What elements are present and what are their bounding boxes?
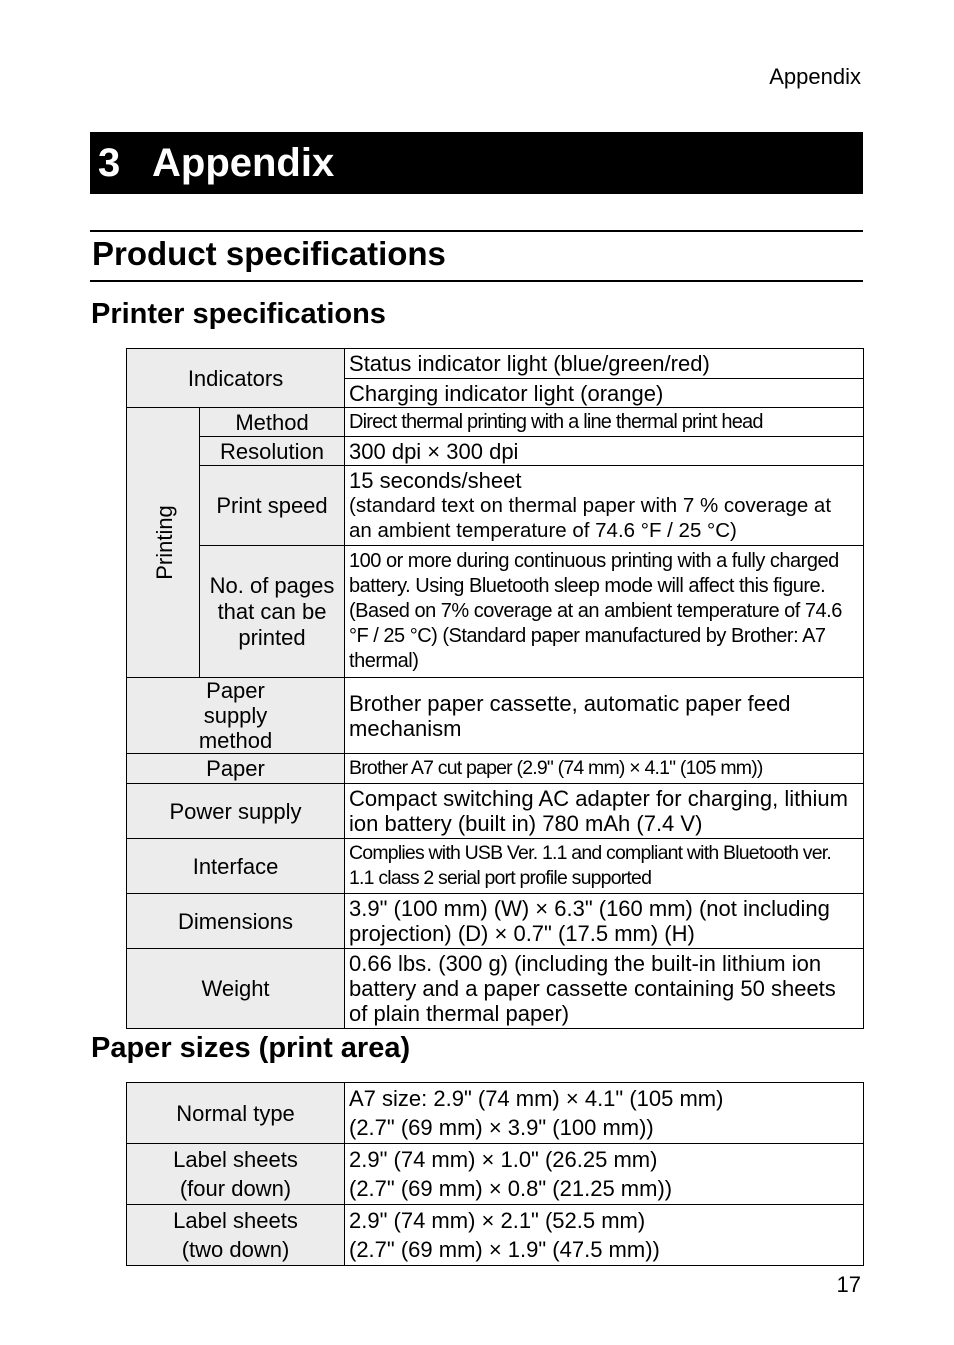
printer-specs-title: Printer specifications [91, 298, 386, 330]
weight-label: Weight [127, 949, 345, 1029]
table-row [127, 1083, 864, 1144]
paper-size-value-line2: (2.7" (69 mm) × 0.8" (21.25 mm)) [349, 1176, 673, 1201]
paper-size-value-line1: 2.9" (74 mm) × 1.0" (26.25 mm) [349, 1147, 658, 1172]
table-row [127, 546, 864, 678]
interface-value: Complies with USB Ver. 1.1 and compliant with Bluetooth ver. 1.1 class 2 serial port profile supported [345, 839, 864, 894]
paper-supply-value: Brother paper cassette, automatic paper feed mechanism [345, 678, 864, 754]
paper-size-label-line2: (four down) [179, 1176, 292, 1201]
section-title: Product specifications [90, 230, 863, 282]
table-row [127, 466, 864, 546]
table-row [127, 437, 864, 466]
print-speed-label: Print speed [200, 466, 345, 546]
paper-size-label-line1: Normal type [176, 1100, 295, 1126]
method-value: Direct thermal printing with a line thermal print head [345, 408, 864, 437]
table-row [127, 949, 864, 1029]
printer-specs-table [126, 348, 864, 1029]
printing-vertical-label: Printing [151, 505, 177, 580]
paper-sizes-title: Paper sizes (print area) [91, 1032, 411, 1064]
weight-value: 0.66 lbs. (300 g) (including the built-in lithium ion battery and a paper cassette containing 50 sheets of plain thermal paper) [345, 949, 864, 1029]
running-header: Appendix [769, 64, 861, 89]
print-speed-note: (standard text on thermal paper with 7 % coverage at an ambient temperature of 74.6 °F / 25 °C) [349, 494, 832, 542]
paper-size-value [345, 1083, 864, 1144]
indicators-label: Indicators [127, 349, 345, 408]
table-row [127, 349, 864, 379]
paper-size-label [127, 1083, 345, 1144]
paper-size-label-line2: (two down) [181, 1237, 290, 1262]
paper-size-label [127, 1144, 345, 1205]
paper-size-value-line2: (2.7" (69 mm) × 3.9" (100 mm)) [349, 1115, 654, 1140]
paper-size-value [345, 1144, 864, 1205]
dimensions-value: 3.9" (100 mm) (W) × 6.3" (160 mm) (not including projection) (D) × 0.7" (17.5 mm) (H) [345, 894, 864, 949]
paper-size-label-line1: Label sheets [173, 1208, 298, 1233]
chapter-number: 3 [98, 141, 121, 185]
table-row [127, 894, 864, 949]
table-row [127, 1144, 864, 1205]
paper-label: Paper [127, 754, 345, 784]
paper-sizes-table [126, 1082, 864, 1266]
method-label: Method [200, 408, 345, 437]
pages-value: 100 or more during continuous printing with a fully charged battery. Using Bluetooth sleep mode will affect this figure. (Based on 7% coverage at an ambient temperature of 74.6 °F / 25 °C) (Standard paper manufactured by Brother: A7 thermal) [345, 546, 864, 678]
resolution-value: 300 dpi × 300 dpi [345, 437, 864, 466]
chapter-heading [90, 132, 863, 194]
paper-size-value [345, 1205, 864, 1266]
power-label: Power supply [127, 784, 345, 839]
table-row [127, 754, 864, 784]
page-number: 17 [836, 1272, 861, 1297]
chapter-title: Appendix [152, 141, 335, 185]
printing-group-label [127, 408, 200, 678]
paper-size-value-line1: 2.9" (74 mm) × 2.1" (52.5 mm) [349, 1208, 646, 1233]
resolution-label: Resolution [200, 437, 345, 466]
table-row [127, 678, 864, 754]
indicators-value-status: Status indicator light (blue/green/red) [345, 349, 864, 379]
paper-size-label [127, 1205, 345, 1266]
indicators-value-charging: Charging indicator light (orange) [345, 379, 864, 408]
table-row [127, 839, 864, 894]
table-row [127, 1205, 864, 1266]
paper-supply-label: Paper supply method [127, 678, 345, 754]
paper-value: Brother A7 cut paper (2.9" (74 mm) × 4.1" (105 mm)) [345, 754, 864, 784]
paper-size-label-line1: Label sheets [173, 1147, 298, 1172]
paper-size-value-line1: A7 size: 2.9" (74 mm) × 4.1" (105 mm) [349, 1086, 724, 1111]
pages-label: No. of pages that can be printed [200, 546, 345, 678]
interface-label: Interface [127, 839, 345, 894]
print-speed-value [345, 466, 864, 546]
table-row [127, 784, 864, 839]
power-value: Compact switching AC adapter for charging, lithium ion battery (built in) 780 mAh (7.4 V) [345, 784, 864, 839]
table-row [127, 408, 864, 437]
paper-size-value-line2: (2.7" (69 mm) × 1.9" (47.5 mm)) [349, 1237, 660, 1262]
print-speed-main: 15 seconds/sheet [349, 468, 522, 493]
dimensions-label: Dimensions [127, 894, 345, 949]
